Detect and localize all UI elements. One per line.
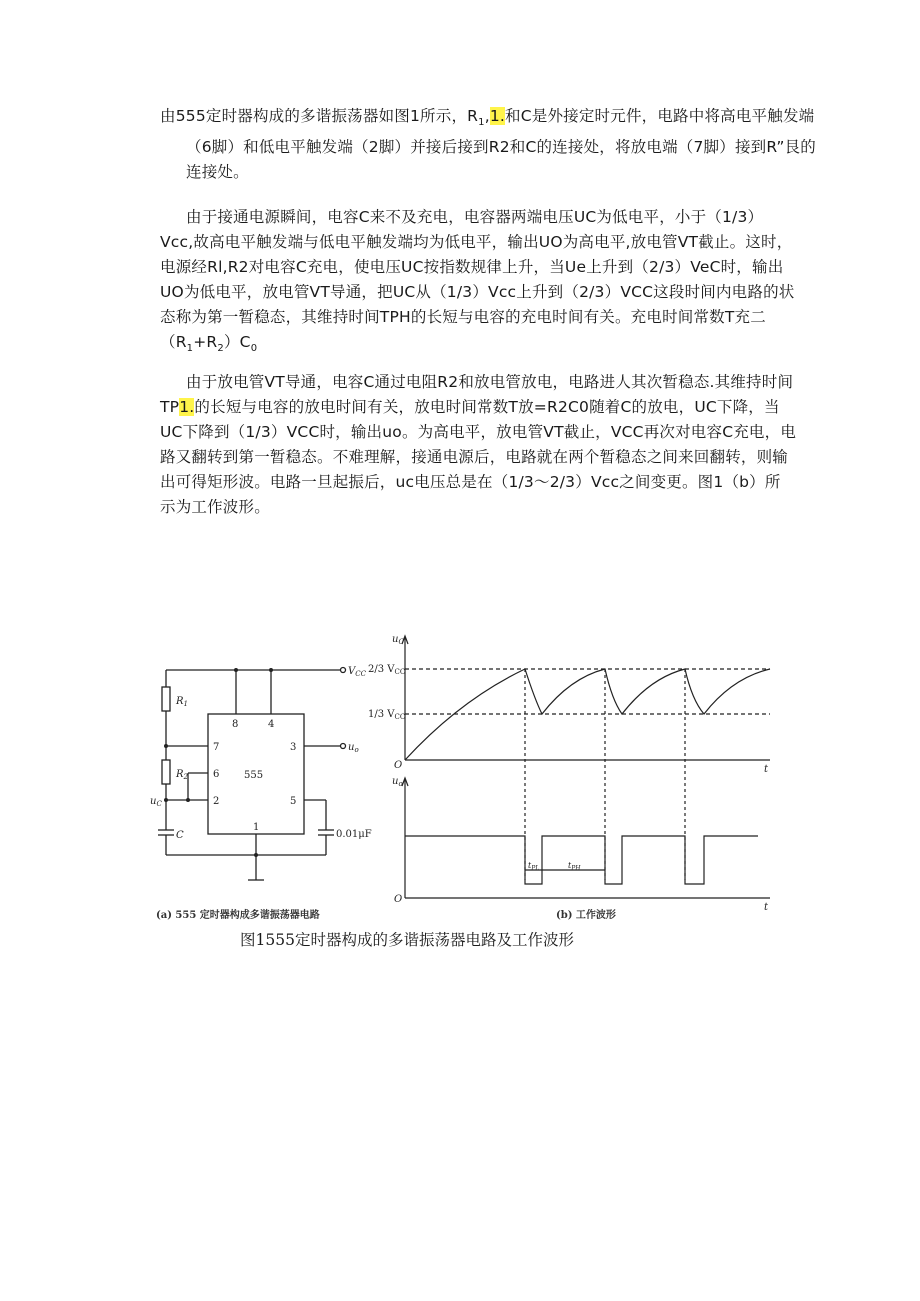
svg-text:uo: $u_o$ [348,742,359,754]
svg-text:C: C [176,830,184,841]
waveform-uo [402,778,770,898]
svg-text:555: 555 [244,770,264,781]
svg-text:VCC: $V_{CC}$ [348,666,366,678]
highlight-mark: 1. [489,107,506,125]
figure-caption: 图1555定时器构成的多谐振荡器电路及工作波形 [240,931,574,949]
svg-text:6: 6 [213,769,220,780]
resistor-r2 [162,760,170,784]
svg-text:4: 4 [268,719,275,730]
svg-text:R2: $R_2$ [176,769,188,781]
svg-text:tPH: $t_{PH}$ [568,861,581,872]
svg-text:3: 3 [290,742,297,753]
subcaption-b: (b) 工作波形 [556,910,616,921]
resistor-r1 [162,687,170,711]
highlight-mark: 1. [179,398,195,416]
figure-555-astable [140,630,780,930]
svg-text:8: 8 [232,719,239,730]
svg-text:O: O [394,760,403,771]
svg-text:1: 1 [253,822,260,833]
svg-text:uo: $u_o$ [392,776,403,788]
svg-text:uC: $u_C$ [392,634,404,646]
svg-text:t: t [764,764,769,775]
svg-text:tPL: $t_{PL}$ [528,861,540,872]
paragraph-first-state: 由于接通电源瞬间，电容C来不及充电，电容器两端电压UC为低电平，小于（1/3）Vcc,故高电平触发端与低电平触发端均为低电平，输出UO为高电平,放电管VT截止。这时，电源经Rl,R2对电容C充电，使电压UC按指数规律上升，当Ue上升到（2/3）VeC时，输出UO为低电平，放电管VT导通，把UC从（1/3）Vcc上升到（2/3）VCC这段时间内电路的状态称为第一暂稳态，其维持时间TPH的长短与电容的充电时间有关。充电时间常数T充二$(R_1+R_2)C_0$ [160,208,795,355]
paragraph-intro: 由555定时器构成的多谐振荡器如图1所示，$R_1,1$.和C是外接定时元件，电路中将高电平触发端（6脚）和低电平触发端（2脚）并接后接到R2和C的连接处，将放电端（7脚）接到R”艮的连接处。 [160,107,816,182]
figure-drawing [140,630,780,930]
svg-text:7: 7 [213,742,220,753]
svg-text:2: 2 [213,796,220,807]
svg-text:2/3 VCC: 2/3 $V_{CC}$ [368,664,406,676]
paragraph-second-state: 由于放电管VT导通，电容C通过电阻R2和放电管放电，电路进人其次暂稳态.其维持时间TP1.的长短与电容的放电时间有关，放电时间常数T放=R2C0随着C的放电，UC下降，当UC下降到（1/3）VCC时，输出uo。为高电平，放电管VT截止，VCC再次对电容C充电，电路又翻转到第一暂稳态。不难理解，接通电源后，电路就在两个暂稳态之间来回翻转，则输出可得矩形波。电路一旦起振后，uc电压总是在（1/3〜2/3）Vcc之间变更。图1（b）所示为工作波形。 [160,373,797,516]
svg-text:5: 5 [290,796,297,807]
waveform-labels [368,634,769,913]
svg-text:t: t [764,902,769,913]
svg-text:1/3 VCC: 1/3 $V_{CC}$ [368,709,406,721]
svg-text:0.01μF: 0.01μF [336,829,372,840]
svg-text:R1: $R_1$ [176,696,188,708]
subcaption-a: (a) 555 定时器构成多谐振荡器电路 [156,910,320,921]
waveform-uc [402,636,770,880]
svg-text:O: O [394,894,403,905]
circuit-labels [150,666,372,841]
svg-text:uC: $u_C$ [150,796,162,808]
